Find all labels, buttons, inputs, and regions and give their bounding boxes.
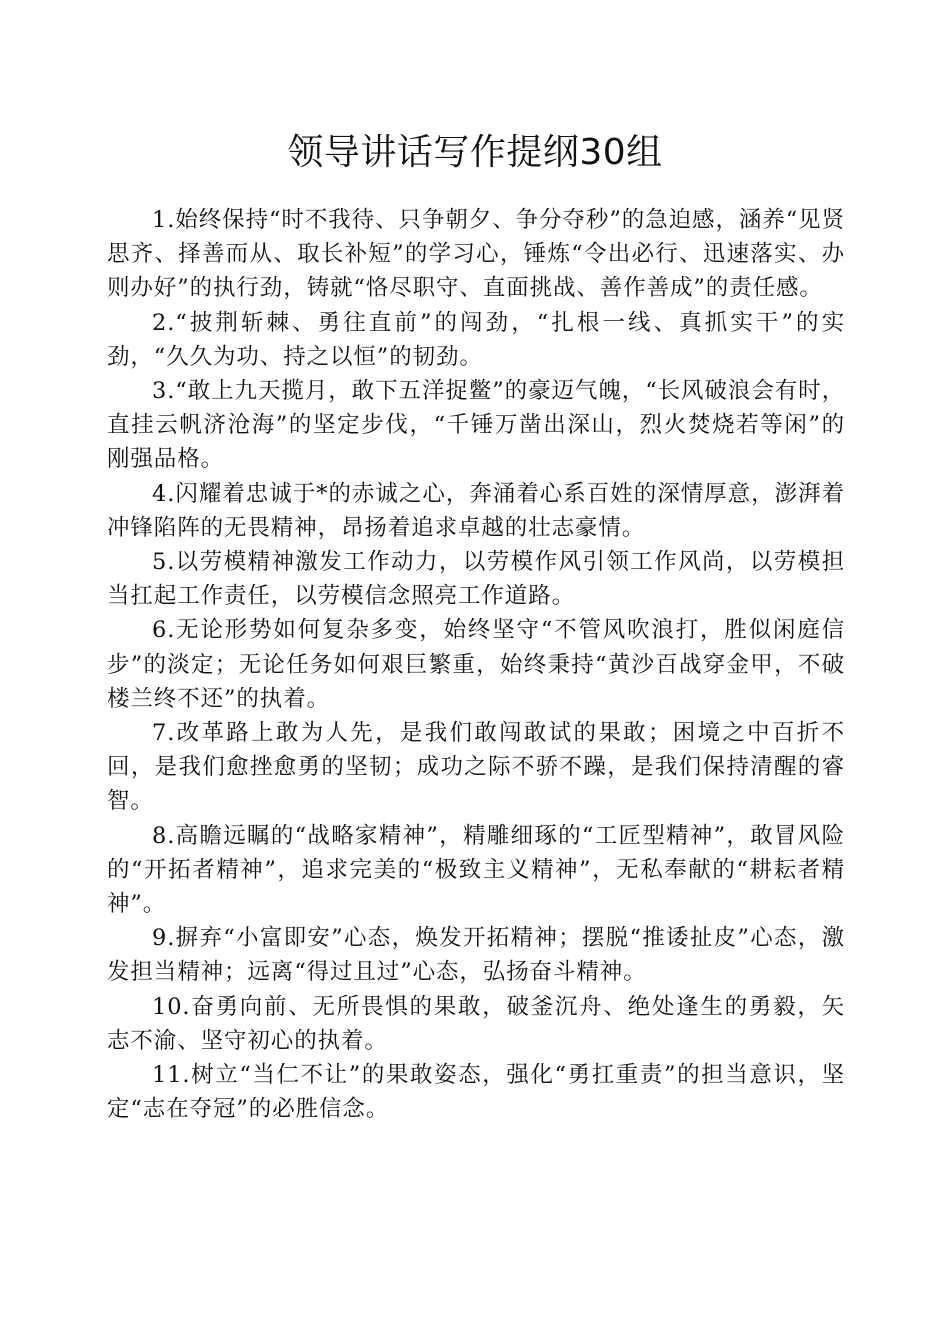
paragraph-7: 7.改革路上敢为人先，是我们敢闯敢试的果敢；困境之中百折不回，是我们愈挫愈勇的坚韧；成功之际不骄不躁，是我们保持清醒的睿智。 <box>107 720 845 815</box>
paragraph-10: 10.奋勇向前、无所畏惧的果敢，破釜沉舟、绝处逢生的勇毅，矢志不渝、坚守初心的执着。 <box>107 993 845 1054</box>
paragraph-8: 8.高瞻远瞩的“战略家精神”，精雕细琢的“工匠型精神”，敢冒风险的“开拓者精神”，追求完美的“极致主义精神”，无私奉献的“耕耘者精神”。 <box>107 822 845 918</box>
paragraph-6: 6.无论形势如何复杂多变，始终坚守“不管风吹浪打，胜似闲庭信步”的淡定；无论任务如何艰巨繁重，始终秉持“黄沙百战穿金甲，不破楼兰终不还”的执着。 <box>107 617 845 712</box>
paragraph-9: 9.摒弃“小富即安”心态，焕发开拓精神；摆脱“推诿扯皮”心态，激发担当精神；远离“得过且过”心态，弘扬奋斗精神。 <box>107 925 845 986</box>
paragraph-11: 11.树立“当仁不让”的果敢姿态，强化“勇扛重责”的担当意识，坚定“志在夺冠”的必胜信念。 <box>107 1062 845 1123</box>
paragraph-1: 1.始终保持“时不我待、只争朝夕、争分夺秒”的急迫感，涵养“见贤思齐、择善而从、取长补短”的学习心，锤炼“令出必行、迅速落实、办则办好”的执行劲，铸就“恪尽职守、直面挑战、善作善成”的责任感。 <box>107 207 845 302</box>
page-title: 领导讲话写作提纲30组 <box>287 132 663 173</box>
paragraph-3: 3.“敢上九天揽月，敢下五洋捉鳖”的豪迈气魄，“长风破浪会有时，直挂云帆济沧海”的坚定步伐，“千锤万凿出深山，烈火焚烧若等闲”的刚强品格。 <box>107 378 845 473</box>
paragraph-2: 2.“披荆斩棘、勇往直前”的闯劲，“扎根一线、真抓实干”的实劲，“久久为功、持之以恒”的韧劲。 <box>107 309 845 370</box>
document-body <box>107 203 845 1126</box>
paragraph-4: 4.闪耀着忠诚于*的赤诚之心，奔涌着心系百姓的深情厚意，澎湃着冲锋陷阵的无畏精神，昂扬着追求卓越的壮志豪情。 <box>107 480 845 541</box>
paragraph-5: 5.以劳模精神激发工作动力，以劳模作风引领工作风尚，以劳模担当扛起工作责任，以劳模信念照亮工作道路。 <box>107 549 845 610</box>
